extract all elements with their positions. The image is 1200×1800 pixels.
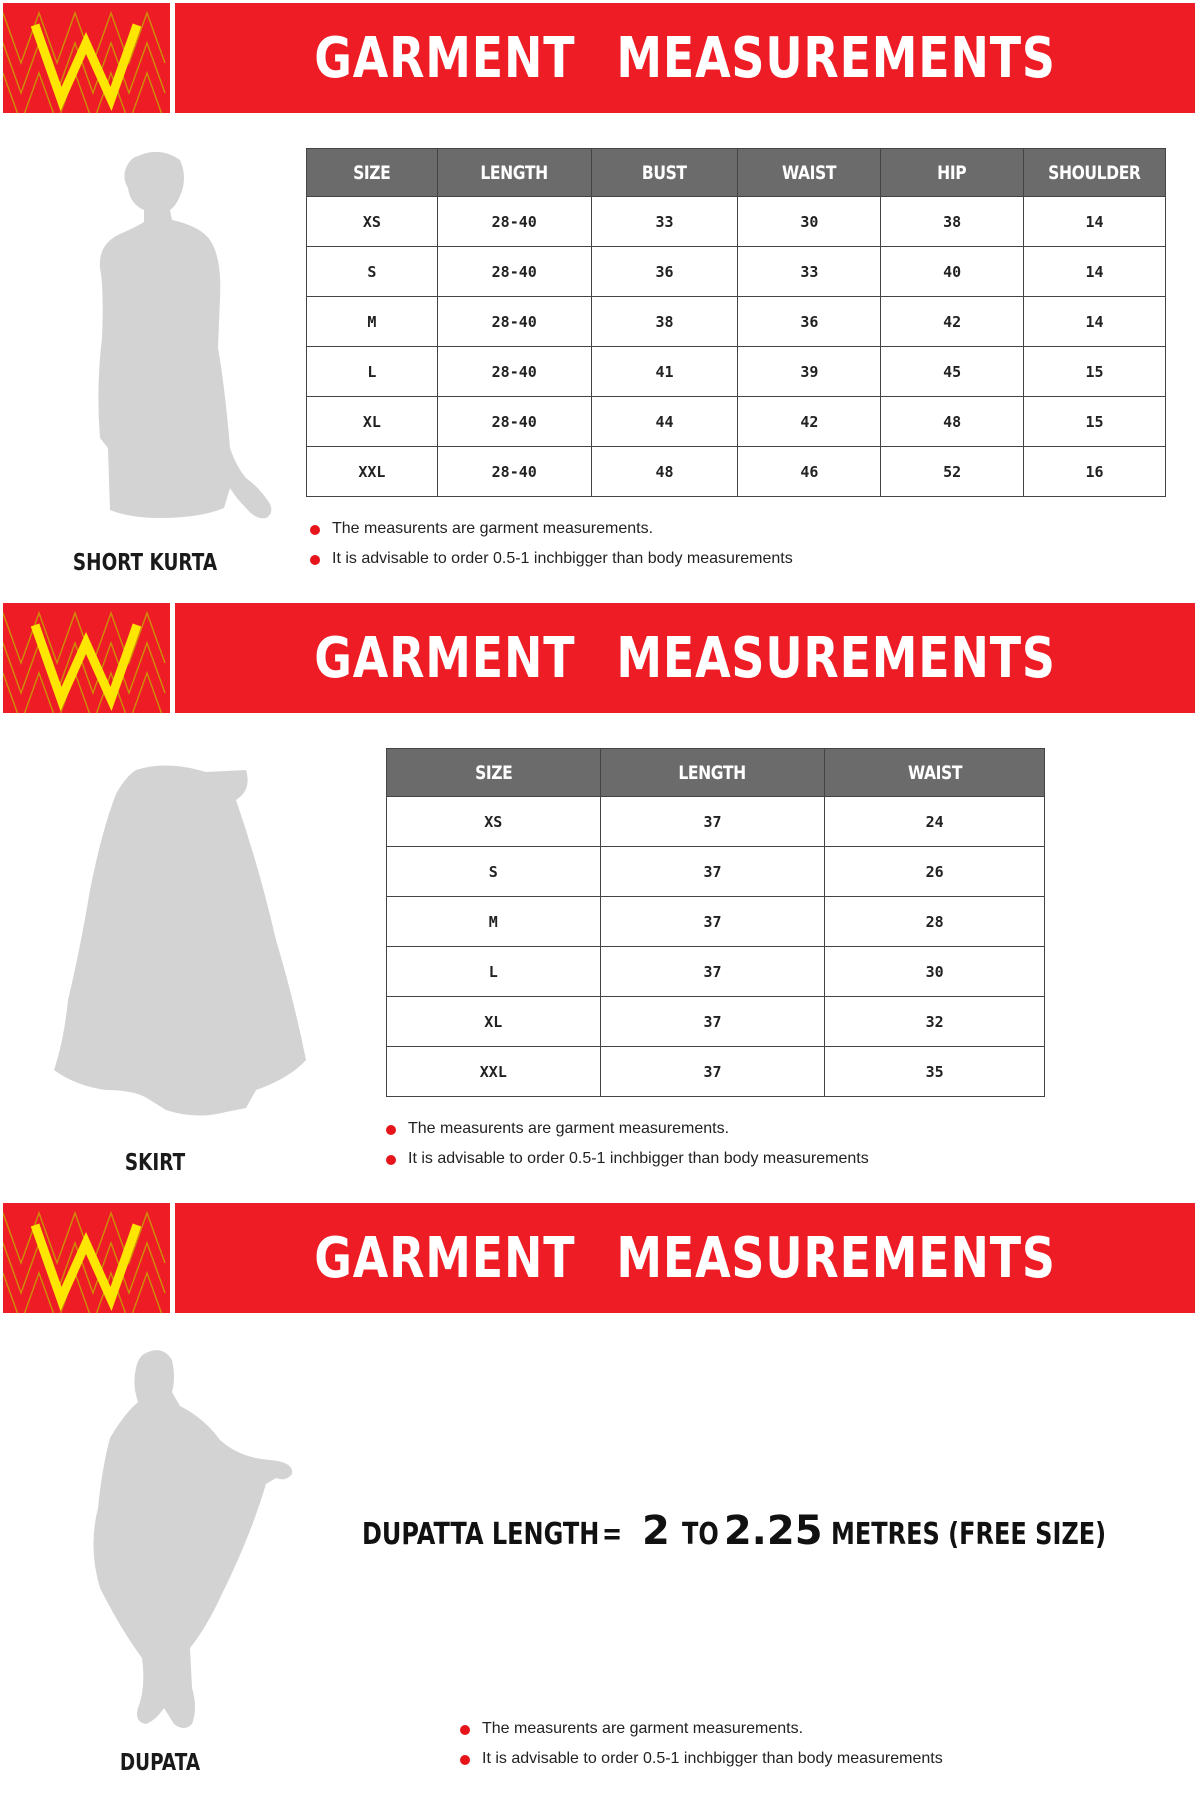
note-item: The measurents are garment measurements. bbox=[460, 1718, 943, 1748]
table-cell: 15 bbox=[1024, 397, 1166, 447]
table-cell: 52 bbox=[881, 447, 1024, 497]
table-row bbox=[307, 447, 1166, 497]
table-cell: 28-40 bbox=[437, 297, 591, 347]
table-cell: S bbox=[307, 247, 438, 297]
section-skirt bbox=[0, 600, 1200, 1200]
skirt-silhouette bbox=[46, 760, 306, 1120]
notes-list bbox=[460, 1718, 943, 1778]
note-item: It is advisable to order 0.5-1 inchbigger than body measurements bbox=[460, 1748, 943, 1778]
table-cell: 36 bbox=[591, 247, 738, 297]
caption-skirt: SKIRT bbox=[124, 1150, 186, 1176]
section-dupatta bbox=[0, 1200, 1200, 1800]
banner-title-box bbox=[175, 1203, 1195, 1313]
table-cell: XXL bbox=[387, 1047, 601, 1097]
column-header: WAIST bbox=[738, 149, 881, 197]
table-cell: M bbox=[387, 897, 601, 947]
note-item: The measurents are garment measurements. bbox=[386, 1118, 869, 1148]
banner-title-box bbox=[175, 603, 1195, 713]
size-table-kurta bbox=[306, 148, 1166, 497]
dupatta-unit: METRES (FREE SIZE) bbox=[830, 1517, 1106, 1552]
table-cell: 32 bbox=[825, 997, 1045, 1047]
table-cell: 38 bbox=[881, 197, 1024, 247]
column-header: LENGTH bbox=[600, 749, 825, 797]
brand-logo bbox=[3, 603, 170, 713]
bullet-icon bbox=[460, 1755, 470, 1765]
column-header: WAIST bbox=[825, 749, 1045, 797]
size-table-skirt bbox=[386, 748, 1045, 1097]
table-cell: 37 bbox=[600, 997, 825, 1047]
table-cell: 28-40 bbox=[437, 347, 591, 397]
banner bbox=[3, 603, 1195, 713]
table-cell: 48 bbox=[591, 447, 738, 497]
table-row bbox=[307, 397, 1166, 447]
table-cell: 28 bbox=[825, 897, 1045, 947]
table-cell: XS bbox=[307, 197, 438, 247]
equals-sign: = bbox=[602, 1517, 623, 1552]
table-row bbox=[307, 247, 1166, 297]
note-item: It is advisable to order 0.5-1 inchbigger than body measurements bbox=[310, 548, 793, 578]
table-cell: 28-40 bbox=[437, 397, 591, 447]
table-cell: 33 bbox=[591, 197, 738, 247]
table-cell: 40 bbox=[881, 247, 1024, 297]
table-row bbox=[387, 797, 1045, 847]
column-header: SIZE bbox=[387, 749, 601, 797]
dupatta-silhouette bbox=[80, 1348, 300, 1748]
note-item: The measurents are garment measurements. bbox=[310, 518, 793, 548]
banner-word-2: MEASUREMENTS bbox=[616, 625, 1056, 691]
table-header-row bbox=[307, 149, 1166, 197]
table-row bbox=[307, 347, 1166, 397]
note-item: It is advisable to order 0.5-1 inchbigger than body measurements bbox=[386, 1148, 869, 1178]
column-header: BUST bbox=[591, 149, 738, 197]
table-row bbox=[387, 947, 1045, 997]
bullet-icon bbox=[460, 1725, 470, 1735]
table-cell: 37 bbox=[600, 847, 825, 897]
table-cell: XL bbox=[387, 997, 601, 1047]
table-cell: 42 bbox=[881, 297, 1024, 347]
dupatta-to-word: TO bbox=[681, 1517, 719, 1552]
table-cell: XS bbox=[387, 797, 601, 847]
bullet-icon bbox=[386, 1125, 396, 1135]
banner-word-2: MEASUREMENTS bbox=[616, 25, 1056, 91]
table-cell: L bbox=[307, 347, 438, 397]
table-cell: 16 bbox=[1024, 447, 1166, 497]
table-cell: 44 bbox=[591, 397, 738, 447]
table-cell: 30 bbox=[738, 197, 881, 247]
table-cell: 46 bbox=[738, 447, 881, 497]
banner-title bbox=[267, 603, 1103, 713]
table-cell: 26 bbox=[825, 847, 1045, 897]
table-header-row bbox=[387, 749, 1045, 797]
banner-word-2: MEASUREMENTS bbox=[616, 1225, 1056, 1291]
dupatta-from-value: 2 bbox=[642, 1508, 670, 1554]
banner-title bbox=[267, 3, 1103, 113]
table-row bbox=[387, 897, 1045, 947]
banner-word-1: GARMENT bbox=[314, 1225, 576, 1291]
table-cell: 14 bbox=[1024, 297, 1166, 347]
table-cell: 45 bbox=[881, 347, 1024, 397]
dupatta-label: DUPATTA LENGTH bbox=[362, 1517, 600, 1552]
dupatta-to-value: 2.25 bbox=[723, 1508, 823, 1554]
table-cell: 42 bbox=[738, 397, 881, 447]
bullet-icon bbox=[386, 1155, 396, 1165]
table-cell: 28-40 bbox=[437, 247, 591, 297]
table-cell: 48 bbox=[881, 397, 1024, 447]
notes-list bbox=[386, 1118, 869, 1178]
table-cell: 14 bbox=[1024, 197, 1166, 247]
column-header: LENGTH bbox=[437, 149, 591, 197]
banner bbox=[3, 3, 1195, 113]
table-cell: 14 bbox=[1024, 247, 1166, 297]
table-cell: 37 bbox=[600, 947, 825, 997]
table-cell: 28-40 bbox=[437, 447, 591, 497]
banner bbox=[3, 1203, 1195, 1313]
table-cell: 35 bbox=[825, 1047, 1045, 1097]
bullet-icon bbox=[310, 525, 320, 535]
table-cell: 38 bbox=[591, 297, 738, 347]
table-cell: L bbox=[387, 947, 601, 997]
table-row bbox=[307, 297, 1166, 347]
table-cell: 33 bbox=[738, 247, 881, 297]
table-row bbox=[307, 197, 1166, 247]
table-cell: 37 bbox=[600, 1047, 825, 1097]
table-cell: S bbox=[387, 847, 601, 897]
table-cell: 39 bbox=[738, 347, 881, 397]
brand-logo bbox=[3, 3, 170, 113]
table-row bbox=[387, 847, 1045, 897]
kurta-silhouette bbox=[60, 148, 280, 528]
table-row bbox=[387, 1047, 1045, 1097]
table-cell: 24 bbox=[825, 797, 1045, 847]
dupatta-length-statement bbox=[362, 1508, 1174, 1558]
caption-dupatta: DUPATA bbox=[119, 1750, 201, 1776]
table-cell: 15 bbox=[1024, 347, 1166, 397]
banner-title bbox=[267, 1203, 1103, 1313]
column-header: SIZE bbox=[307, 149, 438, 197]
banner-title-box bbox=[175, 3, 1195, 113]
notes-list bbox=[310, 518, 793, 578]
table-cell: 41 bbox=[591, 347, 738, 397]
table-cell: 30 bbox=[825, 947, 1045, 997]
table-cell: M bbox=[307, 297, 438, 347]
banner-word-1: GARMENT bbox=[314, 25, 576, 91]
column-header: HIP bbox=[881, 149, 1024, 197]
table-cell: XXL bbox=[307, 447, 438, 497]
column-header: SHOULDER bbox=[1024, 149, 1166, 197]
table-cell: 37 bbox=[600, 797, 825, 847]
table-cell: 36 bbox=[738, 297, 881, 347]
banner-word-1: GARMENT bbox=[314, 625, 576, 691]
bullet-icon bbox=[310, 555, 320, 565]
caption-short-kurta: SHORT KURTA bbox=[72, 550, 218, 576]
brand-logo bbox=[3, 1203, 170, 1313]
section-short-kurta bbox=[0, 0, 1200, 600]
table-cell: 37 bbox=[600, 897, 825, 947]
table-cell: 28-40 bbox=[437, 197, 591, 247]
table-cell: XL bbox=[307, 397, 438, 447]
table-row bbox=[387, 997, 1045, 1047]
